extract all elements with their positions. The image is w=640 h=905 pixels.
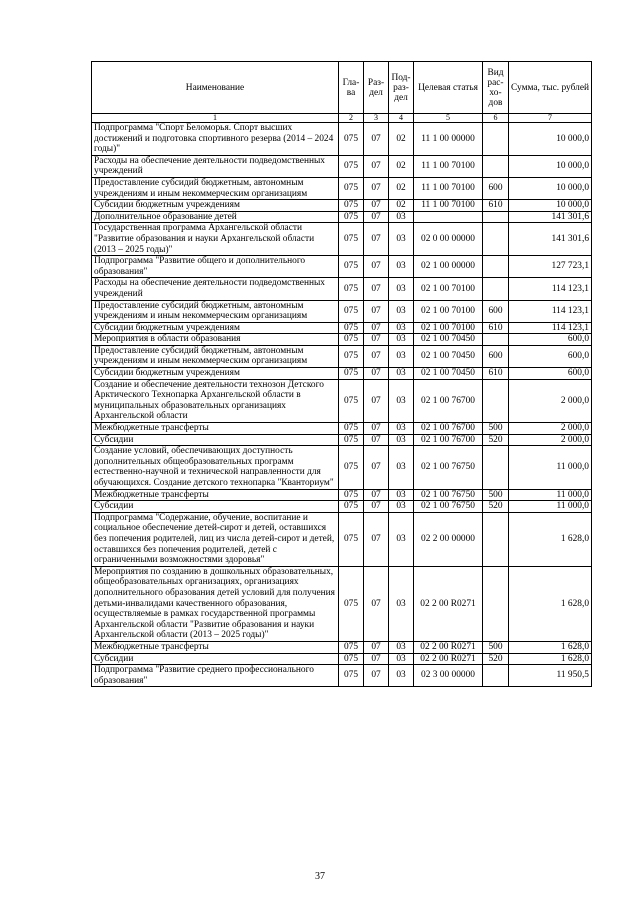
cell-statya — [414, 211, 483, 223]
cell-vid — [483, 446, 509, 489]
table-row — [92, 379, 592, 422]
cell-summa: 1 628,0 — [509, 653, 592, 665]
budget-table — [91, 61, 592, 687]
cell-podrazdel: 03 — [389, 446, 414, 489]
cell-razdel: 07 — [364, 278, 389, 300]
cell-razdel: 07 — [364, 379, 389, 422]
cell-podrazdel: 03 — [389, 501, 414, 513]
cell-vid — [483, 566, 509, 641]
cell-glava: 075 — [339, 665, 364, 687]
cell-podrazdel: 03 — [389, 223, 414, 256]
cell-name: Государственная программа Архангельской области "Развитие образования и науки Архангельской области (2013 – 2025 годы)" — [92, 223, 339, 256]
table-row — [92, 434, 592, 446]
cell-glava: 075 — [339, 177, 364, 199]
cell-vid — [483, 379, 509, 422]
cell-podrazdel: 03 — [389, 653, 414, 665]
cell-name: Субсидии — [92, 434, 339, 446]
cell-glava: 075 — [339, 501, 364, 513]
cell-razdel: 07 — [364, 322, 389, 334]
cell-name: Дополнительное образование детей — [92, 211, 339, 223]
cell-vid — [483, 256, 509, 278]
table-row — [92, 211, 592, 223]
cell-statya: 02 1 00 70450 — [414, 368, 483, 380]
cell-name: Предоставление субсидий бюджетным, автономным учреждениям и иным некоммерческим организациям — [92, 177, 339, 199]
cell-glava: 075 — [339, 434, 364, 446]
cell-razdel: 07 — [364, 446, 389, 489]
cell-summa: 600,0 — [509, 334, 592, 346]
cell-podrazdel: 03 — [389, 368, 414, 380]
cell-glava: 075 — [339, 446, 364, 489]
cell-razdel: 07 — [364, 368, 389, 380]
cell-podrazdel: 03 — [389, 256, 414, 278]
cell-name: Межбюджетные трансферты — [92, 641, 339, 653]
cell-statya: 02 1 00 70450 — [414, 334, 483, 346]
cell-razdel: 07 — [364, 211, 389, 223]
table-body — [92, 123, 592, 687]
cell-summa: 1 628,0 — [509, 641, 592, 653]
cell-vid: 520 — [483, 434, 509, 446]
cell-glava: 075 — [339, 300, 364, 322]
cell-podrazdel: 02 — [389, 200, 414, 212]
cell-vid: 600 — [483, 177, 509, 199]
cell-summa: 114 123,1 — [509, 322, 592, 334]
cell-name: Создание и обеспечение деятельности технозон Детского Арктического Технопарка Архангельской области в муниципальных образовательных организациях Архангельской области — [92, 379, 339, 422]
cell-summa: 127 723,1 — [509, 256, 592, 278]
cell-summa: 10 000,0 — [509, 177, 592, 199]
cell-name: Субсидии бюджетным учреждениям — [92, 322, 339, 334]
cell-name: Мероприятия в области образования — [92, 334, 339, 346]
cell-summa: 600,0 — [509, 345, 592, 367]
cell-podrazdel: 03 — [389, 665, 414, 687]
cell-statya: 02 1 00 70450 — [414, 345, 483, 367]
table-row — [92, 512, 592, 566]
cell-razdel: 07 — [364, 512, 389, 566]
cell-razdel: 07 — [364, 566, 389, 641]
cell-summa: 10 000,0 — [509, 155, 592, 177]
column-number: 4 — [389, 114, 414, 123]
cell-vid: 600 — [483, 345, 509, 367]
cell-vid: 520 — [483, 501, 509, 513]
cell-razdel: 07 — [364, 489, 389, 501]
table-row — [92, 345, 592, 367]
cell-statya: 11 1 00 70100 — [414, 200, 483, 212]
cell-glava: 075 — [339, 256, 364, 278]
cell-vid: 500 — [483, 423, 509, 435]
cell-statya: 02 3 00 00000 — [414, 665, 483, 687]
cell-name: Подпрограмма "Содержание, обучение, воспитание и социальное обеспечение детей-сирот и детей, оставшихся без попечения родителей, лиц из числа детей-сирот и детей, оставшихся без попечения родителей, детей с ограниченными возможностями здоровья" — [92, 512, 339, 566]
cell-summa: 114 123,1 — [509, 278, 592, 300]
cell-statya: 02 1 00 70100 — [414, 300, 483, 322]
page-number: 37 — [315, 871, 325, 882]
table-row — [92, 322, 592, 334]
cell-glava: 075 — [339, 379, 364, 422]
cell-summa: 2 000,0 — [509, 423, 592, 435]
table-row — [92, 123, 592, 156]
cell-statya: 11 1 00 00000 — [414, 123, 483, 156]
cell-vid: 600 — [483, 300, 509, 322]
table-row — [92, 155, 592, 177]
cell-glava: 075 — [339, 155, 364, 177]
cell-summa: 1 628,0 — [509, 566, 592, 641]
column-number: 5 — [414, 114, 483, 123]
cell-summa: 11 000,0 — [509, 446, 592, 489]
table-row — [92, 446, 592, 489]
cell-name: Предоставление субсидий бюджетным, автономным учреждениям и иным некоммерческим организациям — [92, 300, 339, 322]
cell-name: Субсидии — [92, 653, 339, 665]
cell-name: Межбюджетные трансферты — [92, 423, 339, 435]
cell-glava: 075 — [339, 423, 364, 435]
cell-glava: 075 — [339, 200, 364, 212]
cell-statya: 02 0 00 00000 — [414, 223, 483, 256]
cell-summa: 141 301,6 — [509, 223, 592, 256]
cell-statya: 02 1 00 76750 — [414, 489, 483, 501]
cell-statya: 02 1 00 70100 — [414, 278, 483, 300]
cell-podrazdel: 03 — [389, 641, 414, 653]
cell-glava: 075 — [339, 566, 364, 641]
cell-razdel: 07 — [364, 177, 389, 199]
cell-summa: 10 000,0 — [509, 200, 592, 212]
cell-vid — [483, 123, 509, 156]
header-row — [92, 62, 592, 114]
cell-glava: 075 — [339, 512, 364, 566]
cell-name: Субсидии — [92, 501, 339, 513]
cell-name: Расходы на обеспечение деятельности подведомственных учреждений — [92, 155, 339, 177]
cell-razdel: 07 — [364, 501, 389, 513]
table-row — [92, 368, 592, 380]
cell-vid — [483, 211, 509, 223]
cell-podrazdel: 03 — [389, 211, 414, 223]
cell-vid: 610 — [483, 368, 509, 380]
cell-statya: 02 1 00 76700 — [414, 423, 483, 435]
cell-statya: 02 1 00 76700 — [414, 434, 483, 446]
cell-vid — [483, 512, 509, 566]
cell-razdel: 07 — [364, 345, 389, 367]
header-name: Наименование — [92, 62, 339, 114]
cell-summa: 2 000,0 — [509, 434, 592, 446]
cell-glava: 075 — [339, 211, 364, 223]
table-row — [92, 641, 592, 653]
cell-statya: 02 2 00 00000 — [414, 512, 483, 566]
cell-razdel: 07 — [364, 223, 389, 256]
column-number: 6 — [483, 114, 509, 123]
header-glava: Гла-ва — [339, 62, 364, 114]
cell-name: Подпрограмма "Развитие общего и дополнительного образования" — [92, 256, 339, 278]
cell-glava: 075 — [339, 641, 364, 653]
table-row — [92, 423, 592, 435]
cell-podrazdel: 03 — [389, 379, 414, 422]
table-row — [92, 566, 592, 641]
cell-razdel: 07 — [364, 155, 389, 177]
cell-podrazdel: 03 — [389, 566, 414, 641]
cell-statya: 02 1 00 76750 — [414, 501, 483, 513]
cell-name: Создание условий, обеспечивающих доступность дополнительных общеобразовательных программ естественно-научной и технической направленности для обучающихся. Создание детского технопарка "Кванториум" — [92, 446, 339, 489]
cell-summa: 10 000,0 — [509, 123, 592, 156]
cell-razdel: 07 — [364, 123, 389, 156]
cell-vid: 520 — [483, 653, 509, 665]
cell-glava: 075 — [339, 278, 364, 300]
cell-glava: 075 — [339, 322, 364, 334]
cell-vid — [483, 155, 509, 177]
cell-vid: 500 — [483, 641, 509, 653]
cell-glava: 075 — [339, 489, 364, 501]
table-row — [92, 300, 592, 322]
cell-statya: 02 2 00 R0271 — [414, 653, 483, 665]
cell-statya: 02 1 00 00000 — [414, 256, 483, 278]
header-podrazdel: Под-раз-дел — [389, 62, 414, 114]
cell-name: Межбюджетные трансферты — [92, 489, 339, 501]
cell-podrazdel: 03 — [389, 322, 414, 334]
cell-vid — [483, 223, 509, 256]
table-row — [92, 489, 592, 501]
table-row — [92, 653, 592, 665]
cell-podrazdel: 03 — [389, 512, 414, 566]
column-number-row — [92, 114, 592, 123]
cell-statya: 02 1 00 76750 — [414, 446, 483, 489]
cell-razdel: 07 — [364, 423, 389, 435]
cell-podrazdel: 03 — [389, 489, 414, 501]
table-row — [92, 278, 592, 300]
table-row — [92, 256, 592, 278]
column-number: 7 — [509, 114, 592, 123]
cell-glava: 075 — [339, 334, 364, 346]
column-number: 3 — [364, 114, 389, 123]
cell-name: Подпрограмма "Развитие среднего профессионального образования" — [92, 665, 339, 687]
table-row — [92, 501, 592, 513]
cell-podrazdel: 03 — [389, 423, 414, 435]
header-razdel: Раз-дел — [364, 62, 389, 114]
table-row — [92, 177, 592, 199]
cell-podrazdel: 03 — [389, 278, 414, 300]
cell-razdel: 07 — [364, 256, 389, 278]
cell-statya: 02 2 00 R0271 — [414, 641, 483, 653]
cell-summa: 11 950,5 — [509, 665, 592, 687]
cell-name: Расходы на обеспечение деятельности подведомственных учреждений — [92, 278, 339, 300]
cell-razdel: 07 — [364, 641, 389, 653]
cell-statya: 11 1 00 70100 — [414, 177, 483, 199]
table-row — [92, 223, 592, 256]
cell-statya: 02 2 00 R0271 — [414, 566, 483, 641]
cell-glava: 075 — [339, 123, 364, 156]
cell-podrazdel: 03 — [389, 345, 414, 367]
cell-vid: 500 — [483, 489, 509, 501]
cell-name: Подпрограмма "Спорт Беломорья. Спорт высших достижений и подготовка спортивного резерва (2014 – 2024 годы)" — [92, 123, 339, 156]
column-number: 1 — [92, 114, 339, 123]
cell-summa: 1 628,0 — [509, 512, 592, 566]
cell-podrazdel: 02 — [389, 123, 414, 156]
cell-summa: 114 123,1 — [509, 300, 592, 322]
cell-razdel: 07 — [364, 200, 389, 212]
cell-razdel: 07 — [364, 300, 389, 322]
cell-vid — [483, 665, 509, 687]
cell-summa: 141 301,6 — [509, 211, 592, 223]
column-number: 2 — [339, 114, 364, 123]
cell-podrazdel: 03 — [389, 434, 414, 446]
cell-summa: 2 000,0 — [509, 379, 592, 422]
header-statya: Целевая статья — [414, 62, 483, 114]
cell-statya: 11 1 00 70100 — [414, 155, 483, 177]
cell-vid — [483, 334, 509, 346]
cell-podrazdel: 03 — [389, 300, 414, 322]
cell-glava: 075 — [339, 345, 364, 367]
cell-razdel: 07 — [364, 434, 389, 446]
cell-statya: 02 1 00 70100 — [414, 322, 483, 334]
cell-razdel: 07 — [364, 334, 389, 346]
cell-podrazdel: 03 — [389, 334, 414, 346]
cell-summa: 600,0 — [509, 368, 592, 380]
cell-summa: 11 000,0 — [509, 489, 592, 501]
cell-glava: 075 — [339, 223, 364, 256]
cell-vid: 610 — [483, 322, 509, 334]
cell-name: Предоставление субсидий бюджетным, автономным учреждениям и иным некоммерческим организациям — [92, 345, 339, 367]
cell-name: Субсидии бюджетным учреждениям — [92, 368, 339, 380]
cell-statya: 02 1 00 76700 — [414, 379, 483, 422]
cell-vid: 610 — [483, 200, 509, 212]
cell-summa: 11 000,0 — [509, 501, 592, 513]
cell-name: Субсидии бюджетным учреждениям — [92, 200, 339, 212]
cell-vid — [483, 278, 509, 300]
table-row — [92, 334, 592, 346]
cell-name: Мероприятия по созданию в дошкольных образовательных, общеобразовательных организациях, организациях дополнительного образования детей условий для получения детьми-инвалидами качественного образования, осуществляемые в рамках государственной программы Архангельской области "Развитие образования и науки Архангельской области (2013 – 2025 годы)" — [92, 566, 339, 641]
header-vid: Вид рас-хо-дов — [483, 62, 509, 114]
cell-razdel: 07 — [364, 665, 389, 687]
cell-podrazdel: 02 — [389, 177, 414, 199]
cell-razdel: 07 — [364, 653, 389, 665]
header-summa: Сумма, тыс. рублей — [509, 62, 592, 114]
cell-podrazdel: 02 — [389, 155, 414, 177]
table-row — [92, 665, 592, 687]
cell-glava: 075 — [339, 368, 364, 380]
cell-glava: 075 — [339, 653, 364, 665]
table-row — [92, 200, 592, 212]
